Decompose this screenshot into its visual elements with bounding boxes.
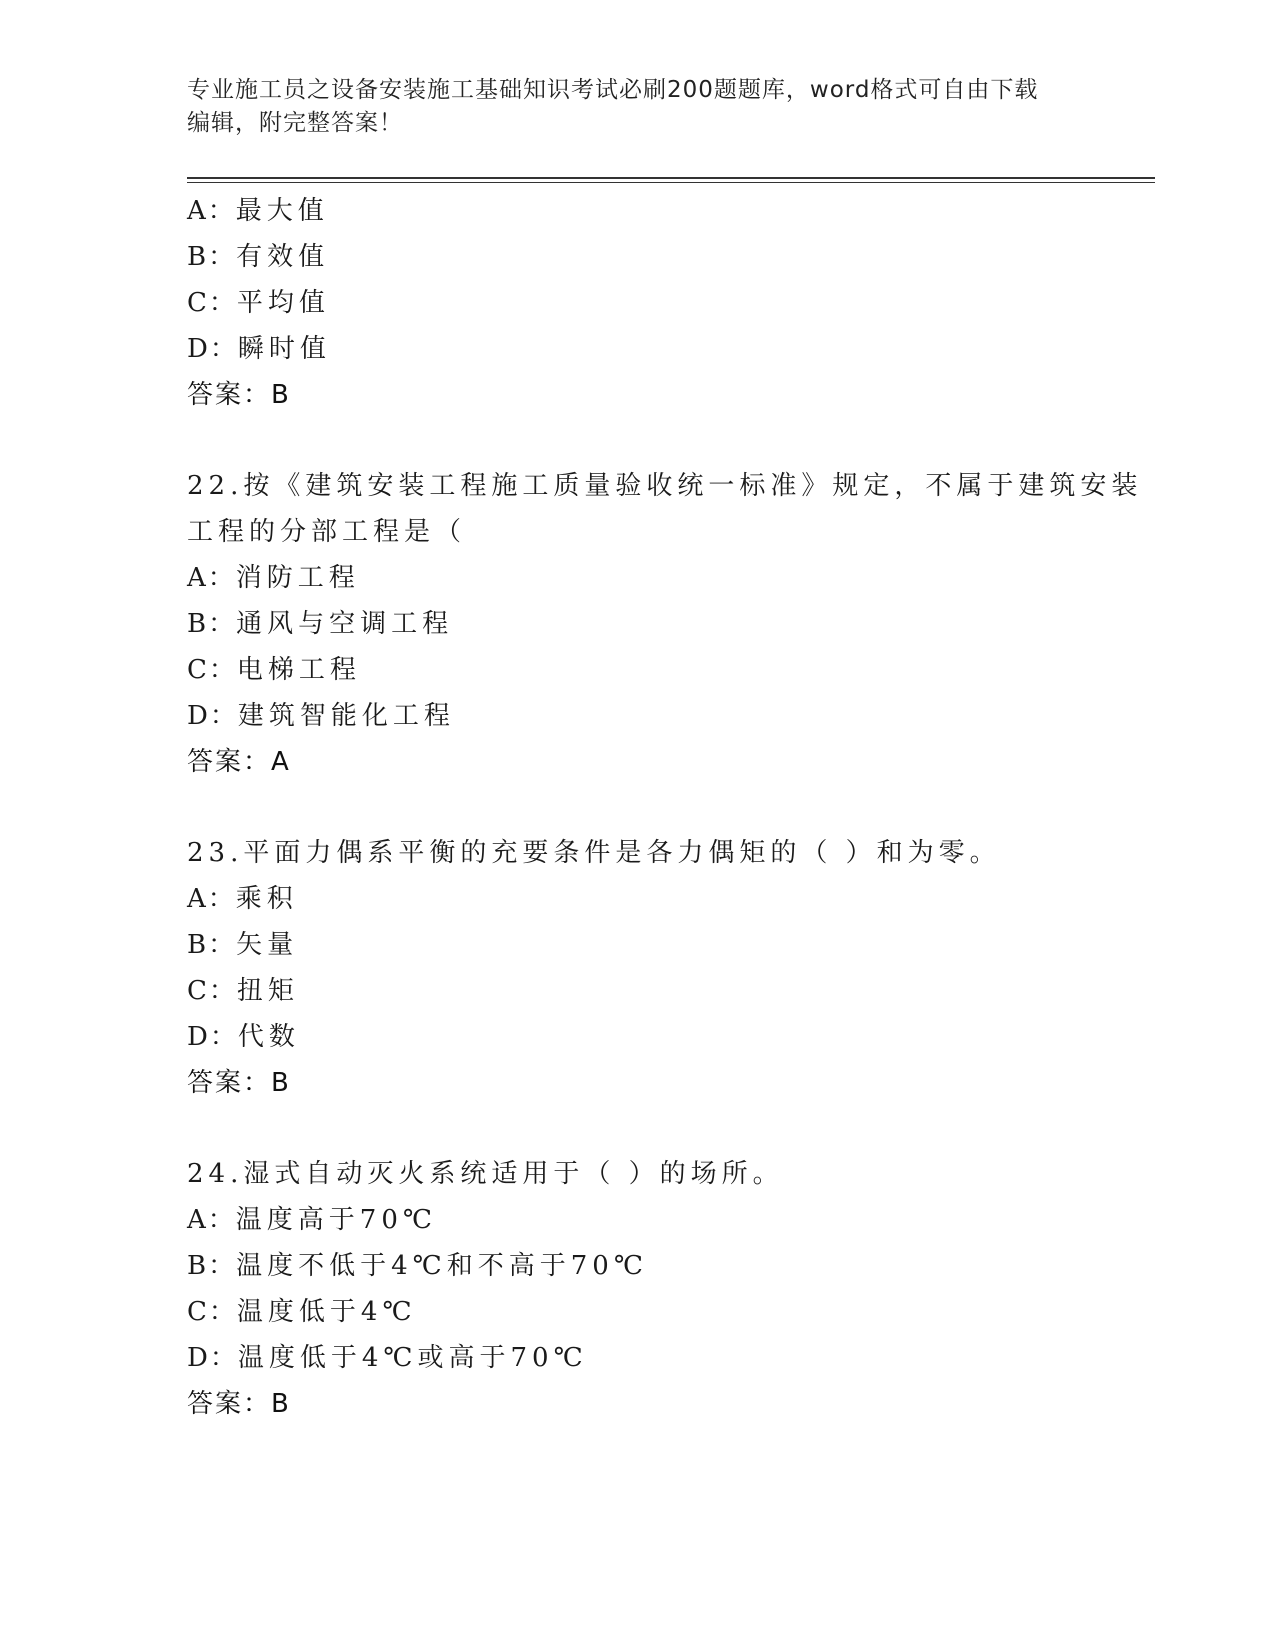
option-b xyxy=(187,1243,1087,1289)
option-text: 温度高于70℃ xyxy=(235,1205,437,1235)
option-text: 建筑智能化工程 xyxy=(237,701,455,731)
question-list xyxy=(187,188,1143,1427)
option-b xyxy=(187,234,1087,280)
option-text: 乘积 xyxy=(235,884,298,914)
answer-line: 答案：B xyxy=(187,1389,291,1419)
question-24 xyxy=(187,1151,1087,1427)
option-text: 矢量 xyxy=(236,930,299,960)
option-text: 有效值 xyxy=(236,242,330,272)
spacer xyxy=(187,1106,1087,1151)
option-text: 瞬时值 xyxy=(237,334,331,364)
question-stem-line-1: 24.湿式自动灭火系统适用于（ ）的场所。 xyxy=(187,1159,784,1189)
question-stem-line-2: 工程的分部工程是（ xyxy=(187,517,467,547)
option-label: B： xyxy=(187,242,237,272)
answer-line: 答案：B xyxy=(187,1068,291,1098)
option-a xyxy=(187,1197,1087,1243)
option-c xyxy=(187,647,1087,693)
header-title-line-2: 编辑，附完整答案！ xyxy=(187,110,403,136)
option-d xyxy=(187,1014,1087,1060)
option-c xyxy=(187,280,1087,326)
option-c xyxy=(187,1289,1087,1335)
option-label: B： xyxy=(187,609,237,639)
question-21 xyxy=(187,188,1087,418)
header-divider-thick xyxy=(187,177,1155,179)
option-b xyxy=(187,922,1087,968)
option-d xyxy=(187,326,1087,372)
option-label: B： xyxy=(187,930,237,960)
spacer xyxy=(187,785,1087,830)
question-23 xyxy=(187,830,1087,1106)
option-label: C： xyxy=(187,655,237,685)
option-text: 温度低于4℃ xyxy=(236,1297,417,1327)
option-text: 通风与空调工程 xyxy=(236,609,454,639)
option-label: A： xyxy=(187,1205,236,1235)
option-label: D： xyxy=(187,334,238,364)
header-title-line-1: 专业施工员之设备安装施工基础知识考试必刷200题题库，word格式可自由下载 xyxy=(187,77,1039,103)
option-d xyxy=(187,1335,1087,1381)
option-label: C： xyxy=(187,1297,237,1327)
option-a xyxy=(187,188,1087,234)
question-stem-line-1: 22.按《建筑安装工程施工质量验收统一标准》规定，不属于建筑安装 xyxy=(187,471,1143,501)
option-label: B： xyxy=(187,1251,237,1281)
option-label: C： xyxy=(187,288,237,318)
option-label: A： xyxy=(187,196,236,226)
question-stem-line-1: 23.平面力偶系平衡的充要条件是各力偶矩的（ ）和为零。 xyxy=(187,838,1001,868)
option-text: 扭矩 xyxy=(236,976,299,1006)
option-text: 平均值 xyxy=(236,288,330,318)
option-text: 温度低于4℃或高于70℃ xyxy=(237,1343,588,1373)
option-d xyxy=(187,693,1087,739)
question-22 xyxy=(187,463,1143,785)
option-label: D： xyxy=(187,701,238,731)
option-label: C： xyxy=(187,976,237,1006)
option-label: D： xyxy=(187,1022,238,1052)
header-divider-thin xyxy=(187,182,1155,183)
option-label: A： xyxy=(187,884,236,914)
option-a xyxy=(187,876,1087,922)
option-c xyxy=(187,968,1087,1014)
answer-line: 答案：A xyxy=(187,747,291,777)
option-b xyxy=(187,601,1087,647)
answer-line: 答案：B xyxy=(187,380,291,410)
option-label: A： xyxy=(187,563,236,593)
document-header xyxy=(187,74,1067,140)
spacer xyxy=(187,418,1087,463)
option-text: 最大值 xyxy=(235,196,329,226)
option-text: 温度不低于4℃和不高于70℃ xyxy=(236,1251,648,1281)
option-text: 电梯工程 xyxy=(236,655,361,685)
option-a xyxy=(187,555,1087,601)
option-text: 消防工程 xyxy=(235,563,360,593)
option-text: 代数 xyxy=(237,1022,300,1052)
option-label: D： xyxy=(187,1343,238,1373)
